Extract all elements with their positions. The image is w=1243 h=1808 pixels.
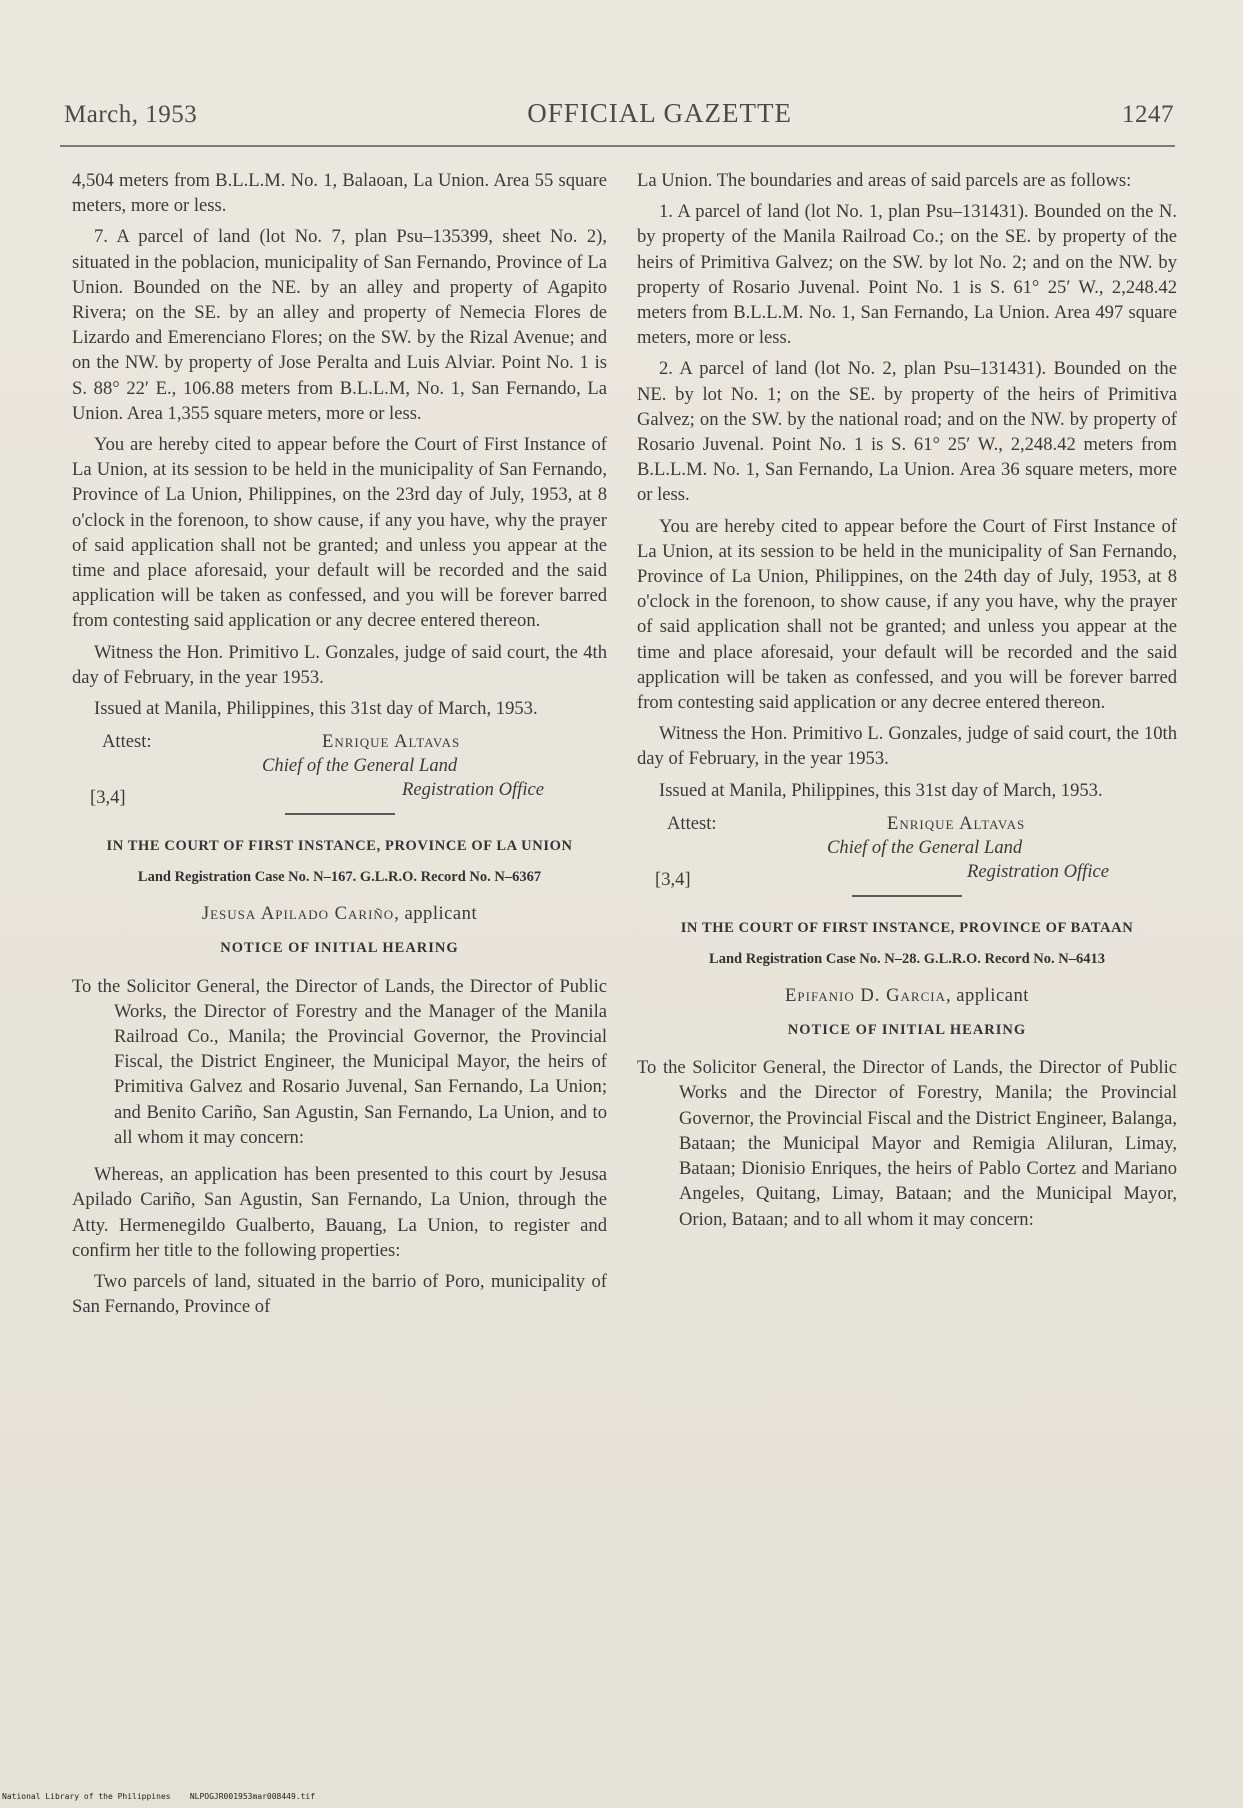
attest-label: Attest: (102, 731, 152, 753)
page-header (64, 98, 1174, 138)
signatory-name: Enrique Altavas (887, 812, 1026, 834)
paragraph: 7. A parcel of land (lot No. 7, plan Psu–135399, sheet No. 2), situated in the poblacion, municipality of San Fernando, Province of La Union. Bounded on the NE. by an alley and property of Agapito Rivera; on the SE. by an alley and property of Nemecia Flores de Lizardo and Emerenciano Flores; on the SW. by the Rizal Avenue; and on the NW. by property of Jose Peralta and Luis Alviar. Point No. 1 is S. 88° 22′ E., 106.88 meters from B.L.L.M, No. 1, San Fernando, La Union. Area 1,355 square meters, more or less. (72, 226, 607, 424)
issue-reference: [3,4] (90, 787, 126, 809)
right-column (637, 168, 1177, 1244)
applicant-suffix: , applicant (394, 903, 478, 925)
signatory-office: Registration Office (402, 779, 545, 801)
paragraph: Issued at Manila, Philippines, this 31st day of March, 1953. (94, 698, 538, 720)
signature-block (637, 811, 1177, 890)
page-number: 1247 (1121, 101, 1174, 128)
notice-address: To the Solicitor General, the Director of Lands, the Director of Public Works and the Director of Forestry, Manila; the Provincial Governor, the Provincial Fiscal and the District Engineer, Balanga, Bataan; the Municipal Mayor and Remigia Aliluran, Limay, Bataan; Dionisio Enriques, the heirs of Pablo Cortez and Mariano Angeles, Quitang, Limay, Bataan; and the Municipal Mayor, Orion, Bataan; and to all whom it may concern: (637, 1057, 1177, 1230)
court-heading: IN THE COURT OF FIRST INSTANCE, PROVINCE OF BATAAN (680, 919, 1134, 936)
paragraph: La Union. The boundaries and areas of said parcels are as follows: (637, 170, 1132, 191)
paragraph: Issued at Manila, Philippines, this 31st day of March, 1953. (659, 779, 1103, 801)
paragraph: Whereas, an application has been presented to this court by Jesusa Apilado Cariño, San Agustin, San Fernando, La Union, through the Atty. Hermenegildo Gualberto, Bauang, La Union, to register and confirm her title to the following properties: (72, 1164, 607, 1261)
signatory-office: Registration Office (967, 860, 1110, 882)
left-column (72, 168, 607, 1325)
applicant-line (637, 983, 1177, 1008)
paragraph: Two parcels of land, situated in the barrio of Poro, municipality of San Fernando, Province of (72, 1270, 607, 1318)
signatory-name: Enrique Altavas (322, 731, 461, 753)
paragraph: You are hereby cited to appear before the Court of First Instance of La Union, at its session to be held in the municipality of San Fernando, Province of La Union, Philippines, on the 24th day of July, 1953, at 8 o'clock in the forenoon, to show cause, if any you have, why the prayer of said application shall not be granted; and unless you appear at the time and place aforesaid, your default will be recorded and the said application will be taken as confessed, and you will be forever barred from contesting said application or any decree entered thereon. (637, 515, 1177, 714)
publication-title: OFFICIAL GAZETTE (527, 98, 792, 128)
paragraph: 2. A parcel of land (lot No. 2, plan Psu–131431). Bounded on the NE. by lot No. 1; on the SE. by property of the heirs of Primitiva Galvez; on the SW. by the national road; and on the NW. by property of Rosario Juvenal. Point No. 1 is S. 61° 25′ W., 2,248.42 meters from B.L.L.M. No. 1, San Fernando, La Union. Area 36 square meters, more or less. (637, 358, 1177, 506)
attest-label: Attest: (667, 812, 717, 834)
notice-heading: NOTICE OF INITIAL HEARING (220, 940, 459, 957)
signatory-title: Chief of the General Land (262, 755, 458, 777)
applicant-suffix: , applicant (945, 984, 1029, 1006)
signatory-title: Chief of the General Land (827, 836, 1023, 858)
case-heading: Land Registration Case No. N–167. G.L.R.O. Record No. N–6367 (137, 869, 542, 886)
section-divider (285, 813, 395, 815)
applicant-name: Jesusa Apilado Cariño (201, 903, 395, 925)
paragraph: Witness the Hon. Primitivo L. Gonzales, judge of said court, the 4th day of February, in the year 1953. (72, 641, 607, 688)
paragraph: Witness the Hon. Primitivo L. Gonzales, judge of said court, the 10th day of February, in the year 1953. (637, 723, 1177, 770)
notice-address: To the Solicitor General, the Director of Lands, the Director of Public Works, the Director of Forestry and the Manager of the Manila Railroad Co., Manila; the Provincial Governor, the Provincial Fiscal, the District Engineer, the Municipal Mayor, the heirs of Primitiva Galvez and Rosario Juvenal, San Fernando, La Union; and Benito Cariño, San Agustin, San Fernando, La Union, and to all whom it may concern: (72, 975, 607, 1148)
notice-heading: NOTICE OF INITIAL HEARING (787, 1022, 1027, 1039)
scan-source-footer: National Library of the Philippines NLPOGJR001953mar008449.tif (2, 1792, 316, 1801)
paragraph: 1. A parcel of land (lot No. 1, plan Psu–131431). Bounded on the N. by property of the Manila Railroad Co.; on the SE. by property of the heirs of Primitiva Galvez; on the SW. by lot No. 2; and on the NW. by property of Rosario Juvenal. Point No. 1 is S. 61° 25′ W., 2,248.42 meters from B.L.L.M. No. 1, San Fernando, La Union. Area 497 square meters, more or less. (637, 201, 1177, 349)
paragraph: You are hereby cited to appear before the Court of First Instance of La Union, at its session to be held in the municipality of San Fernando, Province of La Union, Philippines, on the 23rd day of July, 1953, at 8 o'clock in the forenoon, to show cause, if any you have, why the prayer of said application shall not be granted; and unless you appear at the time and place aforesaid, your default will be recorded and the said application will be taken as confessed, and you will be forever barred from contesting said application or any decree entered thereon. (72, 434, 607, 632)
applicant-line (72, 901, 607, 926)
case-heading: Land Registration Case No. N–28. G.L.R.O. Record No. N–6413 (709, 950, 1105, 967)
signature-block (72, 729, 607, 809)
section-divider (852, 895, 962, 897)
paragraph: 4,504 meters from B.L.L.M. No. 1, Balaoan, La Union. Area 55 square meters, more or less. (72, 170, 607, 217)
issue-reference: [3,4] (655, 868, 691, 890)
header-rule (60, 145, 1175, 147)
issue-date: March, 1953 (64, 101, 198, 128)
applicant-name: Epifanio D. Garcia (785, 984, 946, 1006)
court-heading: IN THE COURT OF FIRST INSTANCE, PROVINCE OF LA UNION (106, 838, 573, 855)
